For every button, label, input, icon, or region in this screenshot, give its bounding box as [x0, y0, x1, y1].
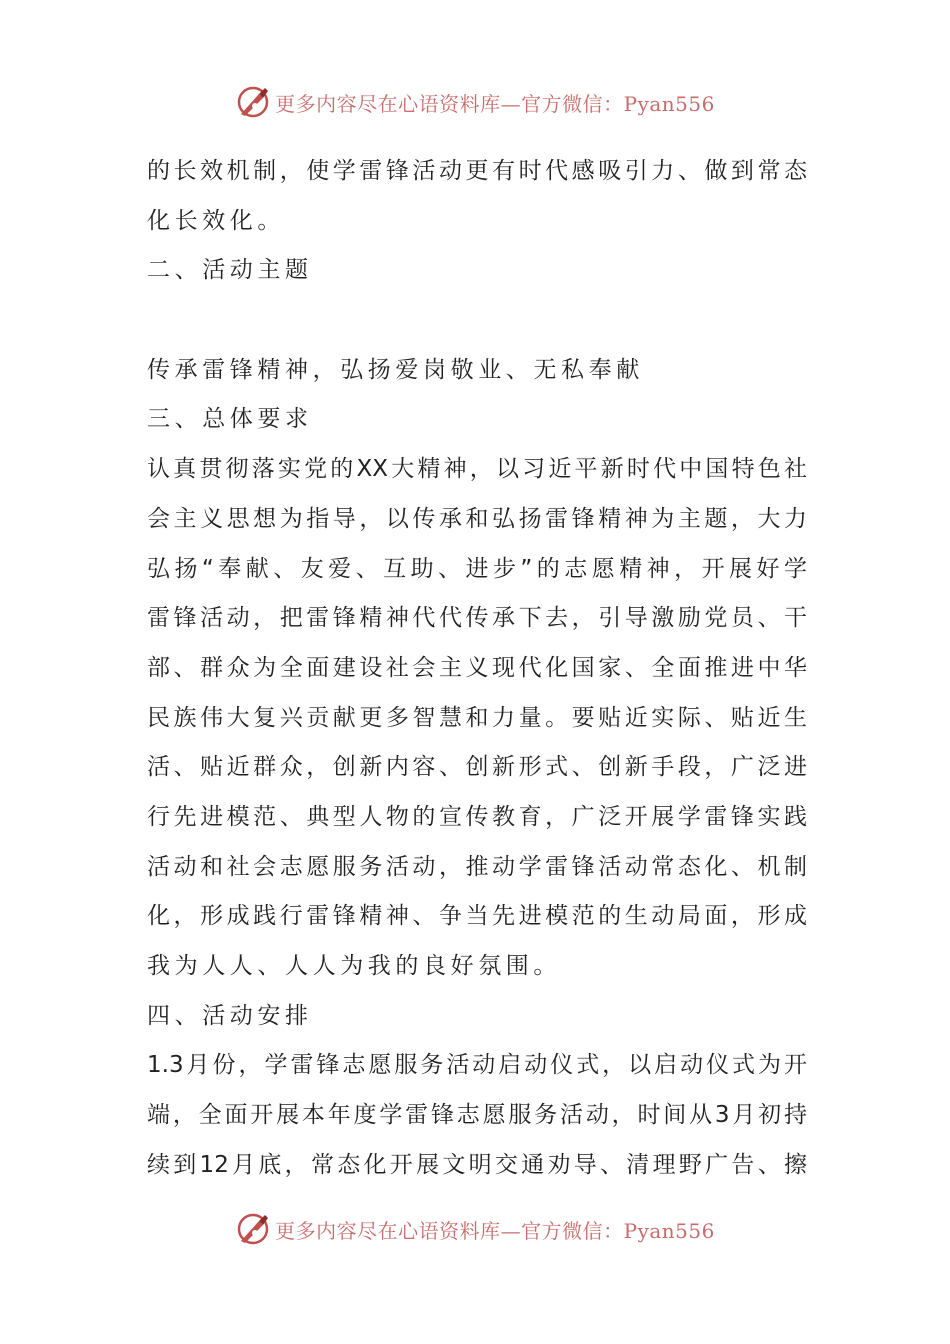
body-line: 认真贯彻落实党的XX大精神，以习近平新时代中国特色社 — [147, 456, 807, 483]
theme-text: 传承雷锋精神，弘扬爱岗敬业、无私奉献 — [147, 356, 644, 383]
body-line: 行先进模范、典型人物的宣传教育，广泛开展学雷锋实践 — [147, 803, 807, 830]
body-line: 化长效化。 — [147, 207, 285, 234]
body-line: 雷锋活动，把雷锋精神代代传承下去，引导激励党员、干 — [147, 605, 807, 632]
document-body — [147, 147, 807, 1190]
body-line: 活、贴近群众，创新内容、创新形式、创新手段，广泛进 — [147, 754, 807, 781]
section-heading-arrangement: 四、活动安排 — [147, 1002, 313, 1029]
footer-banner-text: 更多内容尽在心语资料库—官方微信：Pyan556 — [275, 1218, 715, 1243]
body-line: 活动和社会志愿服务活动，推动学雷锋活动常态化、机制 — [147, 853, 807, 880]
section-heading-requirements: 三、总体要求 — [147, 406, 313, 433]
body-line: 的长效机制，使学雷锋活动更有时代感吸引力、做到常态 — [147, 158, 807, 184]
body-line: 端，全面开展本年度学雷锋志愿服务活动，时间从3月初持 — [147, 1102, 807, 1129]
body-line: 弘扬“奉献、友爱、互助、进步”的志愿精神，开展好学 — [147, 555, 807, 582]
body-line: 续到12月底，常态化开展文明交通劝导、清理野广告、擦 — [147, 1151, 807, 1178]
body-line: 我为人人、人人为我的良好氛围。 — [147, 953, 561, 979]
header-banner-text: 更多内容尽在心语资料库—官方微信：Pyan556 — [275, 91, 715, 116]
pen-seal-icon — [235, 84, 271, 120]
body-line: 会主义思想为指导，以传承和弘扬雷锋精神为主题，大力 — [147, 505, 807, 532]
footer-banner — [0, 1209, 950, 1249]
body-line: 1.3月份，学雷锋志愿服务活动启动仪式，以启动仪式为开 — [147, 1052, 807, 1079]
header-banner — [0, 82, 950, 122]
pen-seal-icon — [235, 1211, 271, 1247]
body-line: 民族伟大复兴贡献更多智慧和力量。要贴近实际、贴近生 — [147, 704, 807, 731]
body-line: 化，形成践行雷锋精神、争当先进模范的生动局面，形成 — [147, 903, 807, 930]
blank-line — [147, 296, 807, 346]
section-heading-theme: 二、活动主题 — [147, 257, 313, 284]
body-line: 部、群众为全面建设社会主义现代化国家、全面推进中华 — [147, 654, 807, 681]
